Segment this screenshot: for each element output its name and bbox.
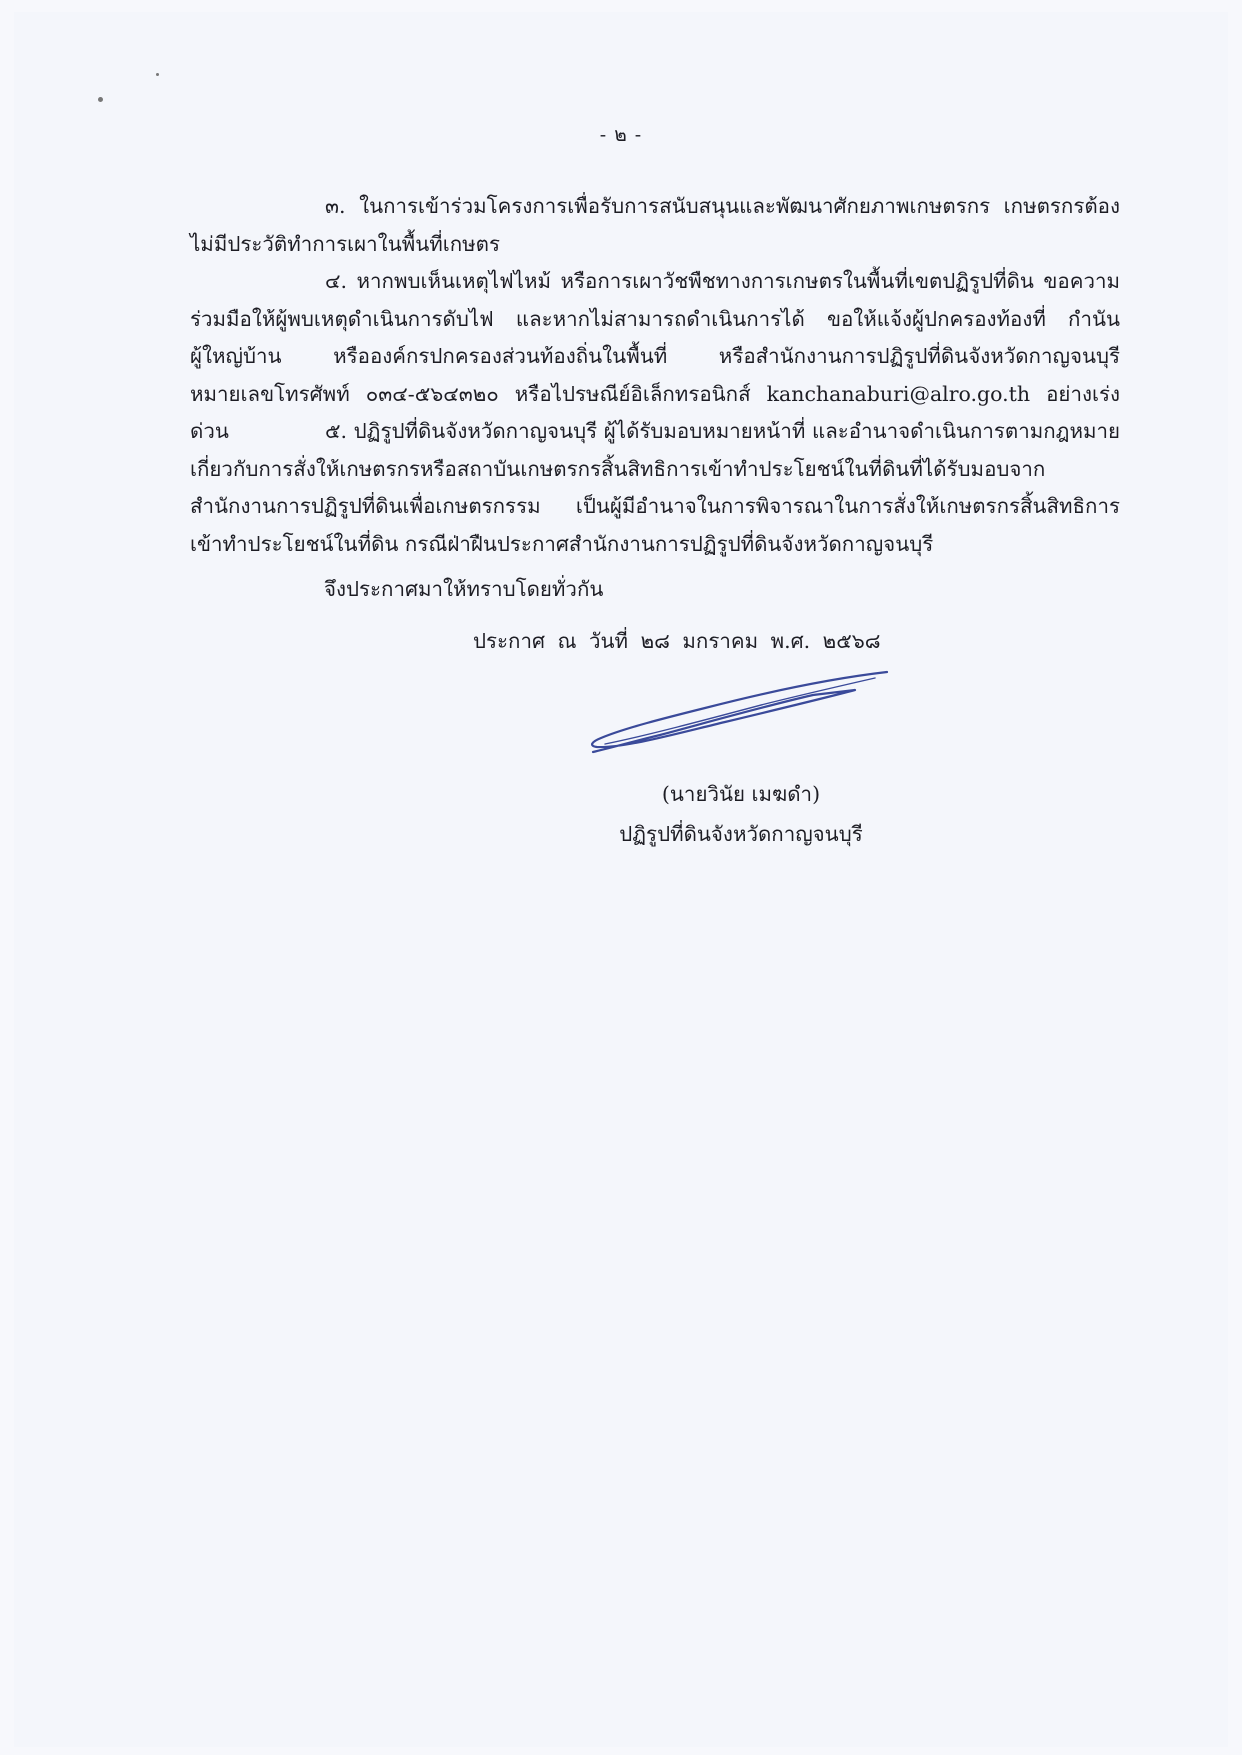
closing-statement: จึงประกาศมาให้ทราบโดยทั่วกัน	[324, 577, 604, 601]
paragraph-3-text: ๓. ในการเข้าร่วมโครงการเพื่อรับการสนับสนุนและพัฒนาศักยภาพเกษตรกร เกษตรกรต้องไม่มีประวัติทำการเผาในพื้นที่เกษตร	[190, 194, 1120, 256]
paragraph-4-text: ๔. หากพบเห็นเหตุไฟไหม้ หรือการเผาวัชพืชทางการเกษตรในพื้นที่เขตปฏิรูปที่ดิน ขอความร่วมมือให้ผู้พบเหตุดำเนินการดับไฟ และหากไม่สามารถดำเนินการได้ ขอให้แจ้งผู้ปกครองท้องที่ กำนัน ผู้ใหญ่บ้าน หรือองค์กรปกครองส่วนท้องถิ่นในพื้นที่ หรือสำนักงานการปฏิรูปที่ดินจังหวัดกาญจนบุรี หมายเลขโทรศัพท์ ๐๓๔-๕๖๔๓๒๐ หรือไปรษณีย์อิเล็กทรอนิกส์ kanchanaburi@alro.go.th อย่างเร่งด่วน	[190, 269, 1120, 443]
announcement-date: ประกาศ ณ วันที่ ๒๘ มกราคม พ.ศ. ๒๕๖๘	[473, 629, 881, 653]
paragraph-5-text: ๕. ปฏิรูปที่ดินจังหวัดกาญจนบุรี ผู้ได้รับมอบหมายหน้าที่ และอำนาจดำเนินการตามกฎหมายเกี่ยวกับการสั่งให้เกษตรกรหรือสถาบันเกษตรกรสิ้นสิทธิการเข้าทำประโยชน์ในที่ดินที่ได้รับมอบจากสำนักงานการปฏิรูปที่ดินเพื่อเกษตรกรรม เป็นผู้มีอำนาจในการพิจารณาในการสั่งให้เกษตรกรสิ้นสิทธิการเข้าทำประโยชน์ในที่ดิน กรณีฝ่าฝืนประกาศสำนักงานการปฏิรูปที่ดินจังหวัดกาญจนบุรี	[190, 419, 1120, 556]
paragraph-5	[190, 413, 1120, 563]
signatory-name: (นายวินัย เมฆดำ)	[661, 782, 821, 806]
page-number: - ๒ -	[599, 124, 643, 146]
scan-speck	[98, 97, 103, 102]
handwritten-signature	[585, 668, 895, 758]
signatory-title: ปฏิรูปที่ดินจังหวัดกาญจนบุรี	[619, 822, 863, 846]
paragraph-3	[190, 188, 1120, 263]
scan-speck	[156, 73, 159, 76]
